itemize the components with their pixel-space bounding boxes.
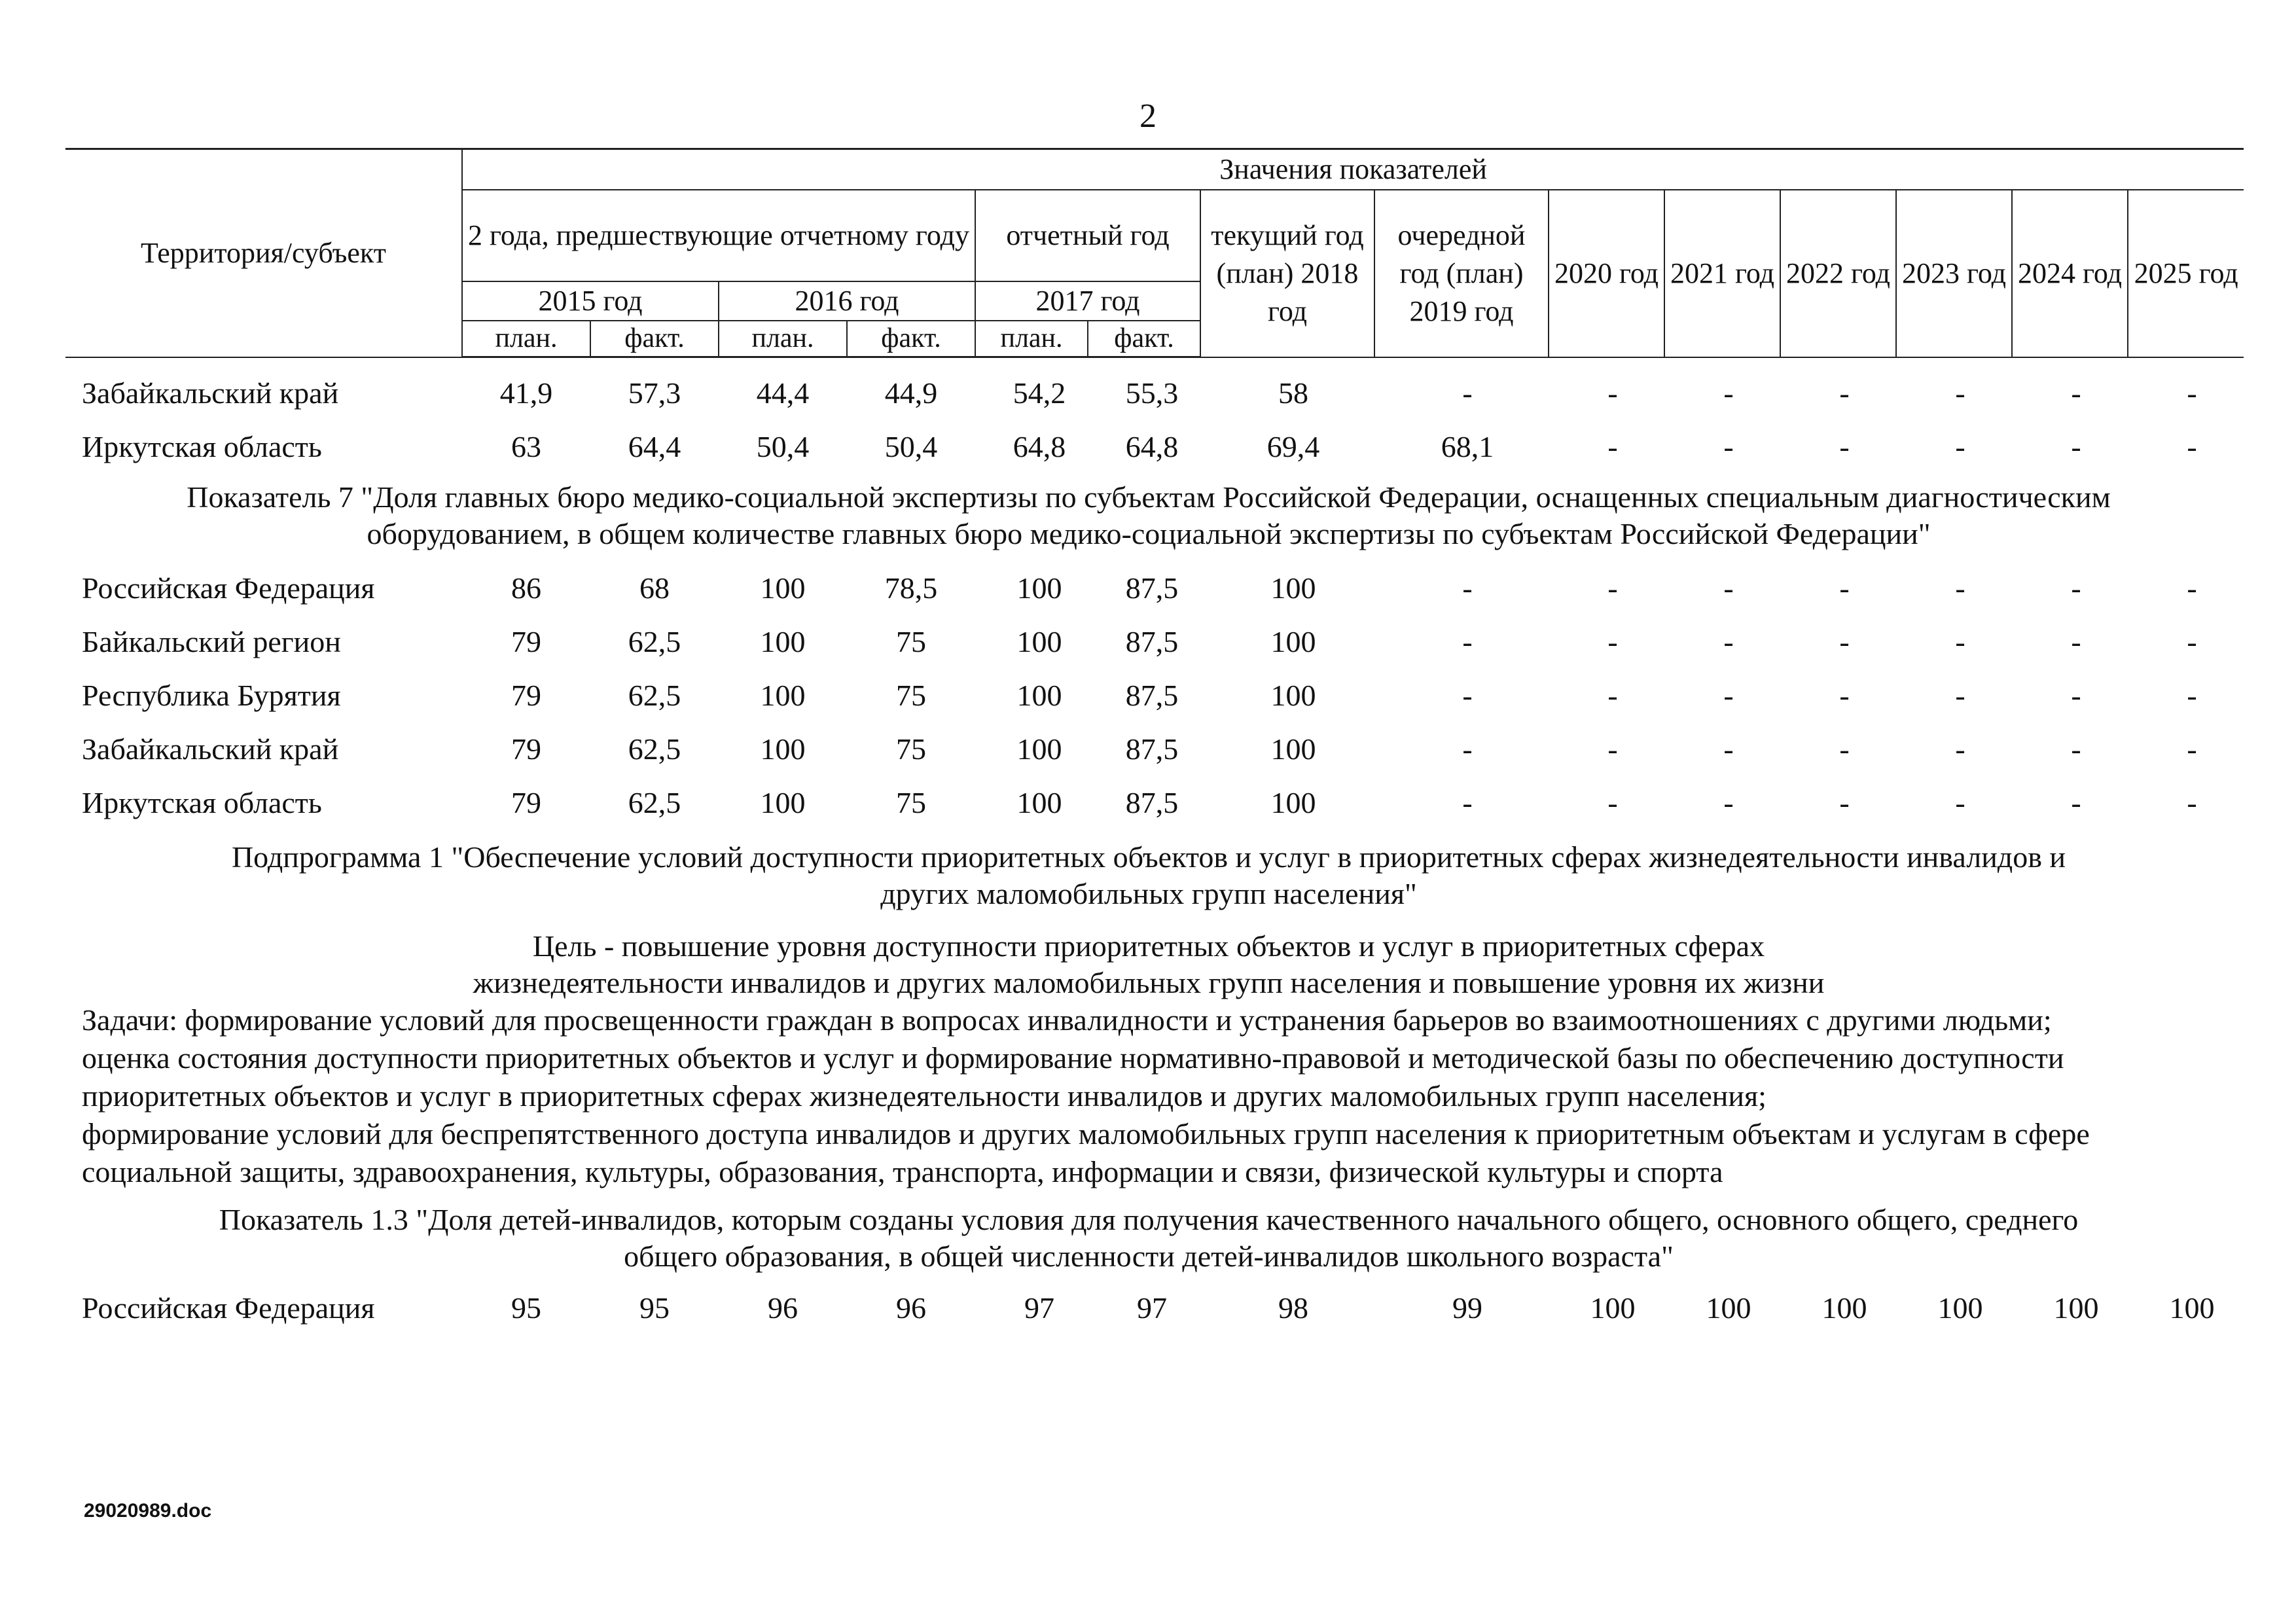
prev-years-header: 2 года, предшествующие отчетному году xyxy=(462,190,975,281)
tasks-paragraph-2: оценка состояния доступности приоритетных объектов и услуг и формирование нормативно-правовой и методической базы по обеспечению доступности приоритетных объектов и услуг в приоритетных сферах жизнедеятельности инвалидов и других маломобильных групп населения; xyxy=(82,1041,2064,1113)
tasks-paragraph-1: Задачи: формирование условий для просвещенности граждан в вопросах инвалидности и устранения барьеров во взаимоотношениях с другими людьми; xyxy=(82,1003,2052,1037)
cell-2025: 100 xyxy=(2169,1291,2215,1325)
cell-2017-plan: 100 xyxy=(1016,786,1062,819)
cell-2024: - xyxy=(2071,786,2081,819)
cell-2015-fact: 62,5 xyxy=(628,625,681,658)
indicator-7-heading: Показатель 7 "Доля главных бюро медико-социальной экспертизы по субъектам Российской Федерации, оснащенных специальным диагностическим оборудованием, в общем количестве главных бюро медико-социальной экспертизы по субъектам Российской Федерации" xyxy=(187,480,2111,550)
cell-2019: - xyxy=(1462,376,1473,410)
cell-2018: 58 xyxy=(1278,376,1308,410)
cell-2016-fact: 75 xyxy=(896,625,926,658)
cell-2021: - xyxy=(1723,786,1734,819)
table-row xyxy=(65,615,2232,669)
cell-2015-plan: 95 xyxy=(511,1291,541,1325)
cell-2023: - xyxy=(1955,786,1965,819)
cell-2018: 69,4 xyxy=(1266,430,1320,463)
cell-2024: - xyxy=(2071,679,2081,712)
cell-2019: 99 xyxy=(1452,1291,1482,1325)
cell-2015-plan: 86 xyxy=(511,571,541,605)
cell-2018: 100 xyxy=(1270,679,1316,712)
cell-2015-fact: 64,4 xyxy=(628,430,681,463)
cell-2016-plan: 100 xyxy=(760,786,806,819)
cell-2015-fact: 62,5 xyxy=(628,679,681,712)
rows-group-b xyxy=(65,562,2232,830)
year-2022-header: 2022 год xyxy=(1780,190,1896,357)
cell-2020: - xyxy=(1607,679,1618,712)
cell-2024: 100 xyxy=(2053,1291,2099,1325)
cell-2017-fact: 87,5 xyxy=(1125,679,1179,712)
year-2024-header: 2024 год xyxy=(2012,190,2128,357)
cell-2015-plan: 79 xyxy=(511,625,541,658)
document-filename: 29020989.doc xyxy=(84,1500,212,1522)
cell-2021: - xyxy=(1723,679,1734,712)
cell-2021: - xyxy=(1723,625,1734,658)
row-label: Забайкальский край xyxy=(82,376,339,410)
cell-2022: - xyxy=(1839,679,1850,712)
cell-2022: - xyxy=(1839,732,1850,766)
rows-group-c xyxy=(65,1281,2232,1335)
plan-2017: план. xyxy=(975,321,1088,357)
fact-2016: факт. xyxy=(847,321,975,357)
cell-2018: 100 xyxy=(1270,786,1316,819)
goal-line-2: жизнедеятельности инвалидов и других маломобильных групп населения и повышение уровня их жизни xyxy=(473,966,1825,999)
cell-2020: - xyxy=(1607,571,1618,605)
cell-2024: - xyxy=(2071,625,2081,658)
cell-2015-plan: 63 xyxy=(511,430,541,463)
current-year-header: текущий год (план) 2018 год xyxy=(1200,190,1374,357)
header-table xyxy=(65,148,2244,358)
cell-2017-fact: 87,5 xyxy=(1125,786,1179,819)
cell-2025: - xyxy=(2187,571,2197,605)
cell-2015-plan: 79 xyxy=(511,786,541,819)
cell-2017-plan: 100 xyxy=(1016,625,1062,658)
cell-2022: 100 xyxy=(1821,1291,1867,1325)
cell-2023: - xyxy=(1955,376,1965,410)
cell-2024: - xyxy=(2071,376,2081,410)
cell-2023: 100 xyxy=(1937,1291,1983,1325)
cell-2020: - xyxy=(1607,430,1618,463)
cell-2016-plan: 44,4 xyxy=(756,376,810,410)
rows-group-a xyxy=(65,366,2232,474)
cell-2015-fact: 95 xyxy=(639,1291,670,1325)
year-2015-header: 2015 год xyxy=(462,281,719,321)
cell-2019: - xyxy=(1462,732,1473,766)
plan-2016: план. xyxy=(719,321,847,357)
year-2016-header: 2016 год xyxy=(719,281,975,321)
cell-2019: - xyxy=(1462,625,1473,658)
indicator-1-3-heading: Показатель 1.3 "Доля детей-инвалидов, которым созданы условия для получения качественного начального общего, основного общего, среднего общего образования, в общей численности детей-инвалидов школьного возраста" xyxy=(219,1203,2079,1273)
cell-2022: - xyxy=(1839,571,1850,605)
fact-2015: факт. xyxy=(590,321,719,357)
cell-2025: - xyxy=(2187,376,2197,410)
row-label: Иркутская область xyxy=(82,430,322,463)
cell-2025: - xyxy=(2187,786,2197,819)
cell-2020: - xyxy=(1607,732,1618,766)
cell-2017-plan: 54,2 xyxy=(1013,376,1066,410)
cell-2020: 100 xyxy=(1590,1291,1636,1325)
cell-2016-fact: 50,4 xyxy=(884,430,938,463)
cell-2019: 68,1 xyxy=(1441,430,1494,463)
year-2020-header: 2020 год xyxy=(1549,190,1664,357)
row-label: Иркутская область xyxy=(82,786,322,819)
cell-2018: 100 xyxy=(1270,625,1316,658)
cell-2017-fact: 87,5 xyxy=(1125,732,1179,766)
cell-2018: 100 xyxy=(1270,571,1316,605)
cell-2017-plan: 100 xyxy=(1016,571,1062,605)
cell-2021: - xyxy=(1723,732,1734,766)
table-row xyxy=(65,1281,2232,1335)
cell-2017-fact: 87,5 xyxy=(1125,571,1179,605)
table-row xyxy=(65,722,2232,776)
cell-2018: 100 xyxy=(1270,732,1316,766)
tasks-paragraph-3: формирование условий для беспрепятственного доступа инвалидов и других маломобильных групп населения к приоритетным объектам и услугам в сфере социальной защиты, здравоохранения, культуры, образования, транспорта, информации и связи, физической культуры и спорта xyxy=(82,1117,2090,1188)
row-label: Забайкальский край xyxy=(82,732,339,766)
report-year-header: отчетный год xyxy=(975,190,1200,281)
year-2021-header: 2021 год xyxy=(1664,190,1780,357)
goal-line-1: Цель - повышение уровня доступности приоритетных объектов и услуг в приоритетных сферах xyxy=(532,929,1765,963)
cell-2024: - xyxy=(2071,430,2081,463)
cell-2016-fact: 75 xyxy=(896,786,926,819)
plan-2015: план. xyxy=(462,321,590,357)
cell-2021: 100 xyxy=(1706,1291,1751,1325)
cell-2021: - xyxy=(1723,571,1734,605)
cell-2016-plan: 50,4 xyxy=(756,430,810,463)
cell-2017-plan: 100 xyxy=(1016,679,1062,712)
cell-2016-plan: 100 xyxy=(760,625,806,658)
cell-2024: - xyxy=(2071,732,2081,766)
subprogram-1-heading: Подпрограмма 1 "Обеспечение условий доступности приоритетных объектов и услуг в приоритетных сферах жизнедеятельности инвалидов и других маломобильных групп населения" xyxy=(231,840,2066,910)
cell-2015-plan: 79 xyxy=(511,679,541,712)
cell-2016-fact: 75 xyxy=(896,732,926,766)
cell-2017-fact: 97 xyxy=(1137,1291,1167,1325)
cell-2016-plan: 100 xyxy=(760,571,806,605)
table-body xyxy=(65,366,2232,1335)
cell-2024: - xyxy=(2071,571,2081,605)
cell-2023: - xyxy=(1955,571,1965,605)
cell-2020: - xyxy=(1607,625,1618,658)
cell-2016-plan: 100 xyxy=(760,679,806,712)
cell-2016-fact: 75 xyxy=(896,679,926,712)
fact-2017: факт. xyxy=(1088,321,1200,357)
cell-2023: - xyxy=(1955,430,1965,463)
table-row xyxy=(65,366,2232,420)
year-2017-header: 2017 год xyxy=(975,281,1200,321)
cell-2023: - xyxy=(1955,625,1965,658)
table-row xyxy=(65,776,2232,830)
cell-2022: - xyxy=(1839,376,1850,410)
row-label: Байкальский регион xyxy=(82,625,341,658)
cell-2025: - xyxy=(2187,430,2197,463)
cell-2017-plan: 97 xyxy=(1024,1291,1054,1325)
cell-2025: - xyxy=(2187,732,2197,766)
cell-2019: - xyxy=(1462,679,1473,712)
cell-2015-fact: 57,3 xyxy=(628,376,681,410)
table-header xyxy=(65,148,2238,358)
cell-2015-plan: 41,9 xyxy=(499,376,553,410)
cell-2019: - xyxy=(1462,786,1473,819)
cell-2022: - xyxy=(1839,625,1850,658)
cell-2023: - xyxy=(1955,732,1965,766)
cell-2017-fact: 55,3 xyxy=(1125,376,1179,410)
values-title: Значения показателей xyxy=(462,149,2244,190)
cell-2017-fact: 87,5 xyxy=(1125,625,1179,658)
row-label: Республика Бурятия xyxy=(82,679,341,712)
table-row xyxy=(65,562,2232,615)
territory-header: Территория/субъект xyxy=(65,149,462,357)
cell-2016-plan: 100 xyxy=(760,732,806,766)
cell-2016-fact: 96 xyxy=(896,1291,926,1325)
cell-2016-fact: 44,9 xyxy=(884,376,938,410)
cell-2022: - xyxy=(1839,786,1850,819)
cell-2020: - xyxy=(1607,376,1618,410)
cell-2025: - xyxy=(2187,679,2197,712)
cell-2016-plan: 96 xyxy=(768,1291,798,1325)
cell-2016-fact: 78,5 xyxy=(884,571,938,605)
table-row xyxy=(65,420,2232,474)
table-row xyxy=(65,669,2232,722)
cell-2020: - xyxy=(1607,786,1618,819)
cell-2015-fact: 68 xyxy=(639,571,670,605)
cell-2018: 98 xyxy=(1278,1291,1308,1325)
page-number: 2 xyxy=(1139,98,1157,135)
cell-2017-fact: 64,8 xyxy=(1125,430,1179,463)
row-label: Российская Федерация xyxy=(82,571,375,605)
cell-2021: - xyxy=(1723,430,1734,463)
cell-2025: - xyxy=(2187,625,2197,658)
year-2025-header: 2025 год xyxy=(2128,190,2244,357)
next-year-header: очередной год (план) 2019 год xyxy=(1374,190,1549,357)
cell-2022: - xyxy=(1839,430,1850,463)
row-label: Российская Федерация xyxy=(82,1291,375,1325)
year-2023-header: 2023 год xyxy=(1896,190,2012,357)
cell-2017-plan: 64,8 xyxy=(1013,430,1066,463)
cell-2017-plan: 100 xyxy=(1016,732,1062,766)
cell-2023: - xyxy=(1955,679,1965,712)
cell-2015-fact: 62,5 xyxy=(628,786,681,819)
cell-2019: - xyxy=(1462,571,1473,605)
cell-2015-plan: 79 xyxy=(511,732,541,766)
cell-2021: - xyxy=(1723,376,1734,410)
cell-2015-fact: 62,5 xyxy=(628,732,681,766)
